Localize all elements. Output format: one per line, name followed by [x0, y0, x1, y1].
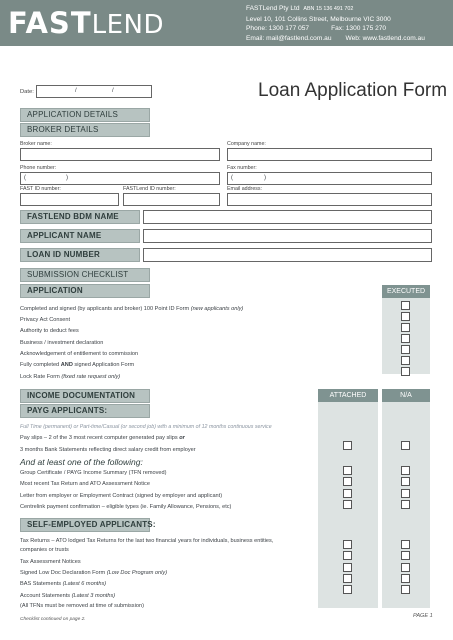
self-employed-item-tax-returns-cont: companies or trusts — [20, 547, 69, 553]
form-title: Loan Application Form — [258, 80, 448, 101]
fastlend-id-field[interactable] — [123, 193, 220, 206]
fastlend-logo — [8, 6, 164, 42]
company-info — [246, 4, 425, 43]
email-address-label: Email address: — [227, 186, 263, 192]
date-label: Date: — [20, 89, 34, 95]
attached-checkbox[interactable] — [343, 477, 352, 486]
attached-checkbox[interactable] — [343, 563, 352, 572]
checklist-item-application-form: Fully completed AND signed Application Form — [20, 362, 135, 368]
section-payg-applicants: PAYG APPLICANTS: — [20, 404, 150, 418]
company-name-label: Company name: — [227, 141, 266, 147]
payg-item-centrelink: Centrelink payment confirmation – eligible types (ie. Family Allowance, Pensions, etc) — [20, 504, 232, 510]
payg-item-bank-statements: 3 months Bank Statements reflecting direct salary credit from employer — [20, 447, 196, 453]
company-address: Level 10, 101 Collins Street, Melbourne VIC 3000 — [246, 15, 391, 23]
self-employed-item-tax-assessment: Tax Assessment Notices — [20, 559, 81, 565]
na-checkbox[interactable] — [401, 441, 410, 450]
broker-name-field[interactable] — [20, 148, 220, 161]
executed-checkbox[interactable] — [401, 301, 410, 310]
attached-checkbox[interactable] — [343, 574, 352, 583]
checklist-item-commission: Acknowledgement of entitlement to commission — [20, 351, 139, 357]
section-broker-details: BROKER DETAILS — [20, 123, 150, 137]
na-checkbox[interactable] — [401, 585, 410, 594]
header-banner — [0, 0, 453, 46]
attached-checkbox[interactable] — [343, 585, 352, 594]
logo-lend: LEND — [91, 10, 164, 40]
company-name-field[interactable] — [227, 148, 432, 161]
attached-checkbox[interactable] — [343, 551, 352, 560]
company-abn: ABN 15 136 491 702 — [303, 6, 354, 12]
payg-item-employer-letter: Letter from employer or Employment Contract (signed by employer and applicant) — [20, 493, 223, 499]
fax-number-label: Fax number: — [227, 165, 257, 171]
attached-checkbox[interactable] — [343, 466, 352, 475]
area-code-close: ) — [66, 175, 68, 181]
self-employed-item-bas: BAS Statements (Latest 6 months) — [20, 581, 107, 587]
payg-at-least-one: And at least one of the following: — [20, 457, 143, 467]
checklist-item-business-declaration: Business / investment declaration — [20, 340, 104, 346]
executed-checkbox[interactable] — [401, 345, 410, 354]
attached-checkbox[interactable] — [343, 489, 352, 498]
na-checkbox[interactable] — [401, 477, 410, 486]
attached-checkbox[interactable] — [343, 540, 352, 549]
section-applicant-name: APPLICANT NAME — [20, 229, 140, 243]
self-employed-item-low-doc: Signed Low Doc Declaration Form (Low Doc Program only) — [20, 570, 168, 576]
checklist-item-lock-rate: Lock Rate Form (fixed rate request only) — [20, 374, 121, 380]
executed-column-header: EXECUTED — [382, 285, 430, 298]
broker-name-label: Broker name: — [20, 141, 52, 147]
checklist-item-authority-fees: Authority to deduct fees — [20, 328, 79, 334]
section-self-employed: SELF-EMPLOYED APPLICANTS: — [20, 518, 150, 532]
area-code-open: ( — [231, 175, 233, 181]
fax-number-field[interactable] — [227, 172, 432, 185]
executed-checkbox[interactable] — [401, 323, 410, 332]
email-address-field[interactable] — [227, 193, 432, 206]
payg-note: Full Time (permanent) or Part-time/Casual (or second job) with a minimum of 12 months continuous service — [20, 424, 272, 430]
executed-checkbox[interactable] — [401, 334, 410, 343]
area-code-open: ( — [24, 175, 26, 181]
company-fax: Fax: 1300 175 270 — [331, 25, 387, 33]
payg-item-tax-return: Most recent Tax Return and ATO Assessment Notice — [20, 481, 150, 487]
self-employed-item-account-statements: Account Statements (Latest 3 months) — [20, 593, 116, 599]
loan-id-field[interactable] — [143, 248, 432, 262]
executed-checkbox[interactable] — [401, 367, 410, 376]
section-bdm-name: FASTLEND BDM NAME — [20, 210, 140, 224]
fast-id-label: FAST ID number: — [20, 186, 61, 192]
na-checkbox[interactable] — [401, 500, 410, 509]
date-separator: / — [75, 88, 77, 94]
section-income-documentation: INCOME DOCUMENTATION — [20, 389, 150, 403]
executed-checkbox[interactable] — [401, 356, 410, 365]
checklist-continued-note: Checklist continued on page 2. — [20, 617, 86, 622]
section-application-details: APPLICATION DETAILS — [20, 108, 150, 122]
self-employed-tfn-note: (All TFNs must be removed at time of submission) — [20, 603, 144, 609]
area-code-close: ) — [264, 175, 266, 181]
phone-number-field[interactable] — [20, 172, 220, 185]
na-checkbox[interactable] — [401, 563, 410, 572]
logo-fast: FAST — [8, 6, 92, 40]
attached-checkbox[interactable] — [343, 500, 352, 509]
bdm-name-field[interactable] — [143, 210, 432, 224]
page-number: PAGE 1 — [413, 613, 433, 619]
na-checkbox[interactable] — [401, 574, 410, 583]
company-web: Web: www.fastlend.com.au — [345, 34, 425, 42]
checklist-item-privacy-act: Privacy Act Consent — [20, 317, 71, 323]
applicant-name-field[interactable] — [143, 229, 432, 243]
date-separator: / — [112, 88, 114, 94]
company-name: FASTLend Pty Ltd — [246, 5, 300, 12]
checklist-item-100-point-id: Completed and signed (by applicants and broker) 100 Point ID Form (new applicants only) — [20, 306, 244, 312]
self-employed-item-tax-returns: Tax Returns – ATO lodged Tax Returns for the last two financial years for individuals, business entities, — [20, 538, 274, 544]
na-checkbox[interactable] — [401, 466, 410, 475]
company-phone: Phone: 1300 177 057 — [246, 25, 310, 33]
company-email: Email: mail@fastlend.com.au — [246, 34, 332, 42]
date-field[interactable] — [36, 85, 152, 98]
section-loan-id: LOAN ID NUMBER — [20, 248, 140, 262]
section-submission-checklist: SUBMISSION CHECKLIST — [20, 268, 150, 282]
attached-column-header: ATTACHED — [318, 389, 378, 402]
na-column-header: N/A — [382, 389, 430, 402]
attached-checkbox[interactable] — [343, 441, 352, 450]
na-checkbox[interactable] — [401, 551, 410, 560]
na-checkbox[interactable] — [401, 540, 410, 549]
na-checkbox[interactable] — [401, 489, 410, 498]
executed-checkbox[interactable] — [401, 312, 410, 321]
section-application: APPLICATION — [20, 284, 150, 298]
payg-item-group-certificate: Group Certificate / PAYG Income Summary (TFN removed) — [20, 470, 167, 476]
fastlend-id-label: FASTLend ID number: — [123, 186, 176, 192]
fast-id-field[interactable] — [20, 193, 119, 206]
phone-number-label: Phone number: — [20, 165, 57, 171]
payg-item-payslips: Pay slips – 2 of the 3 most recent computer generated pay slips or — [20, 435, 185, 441]
